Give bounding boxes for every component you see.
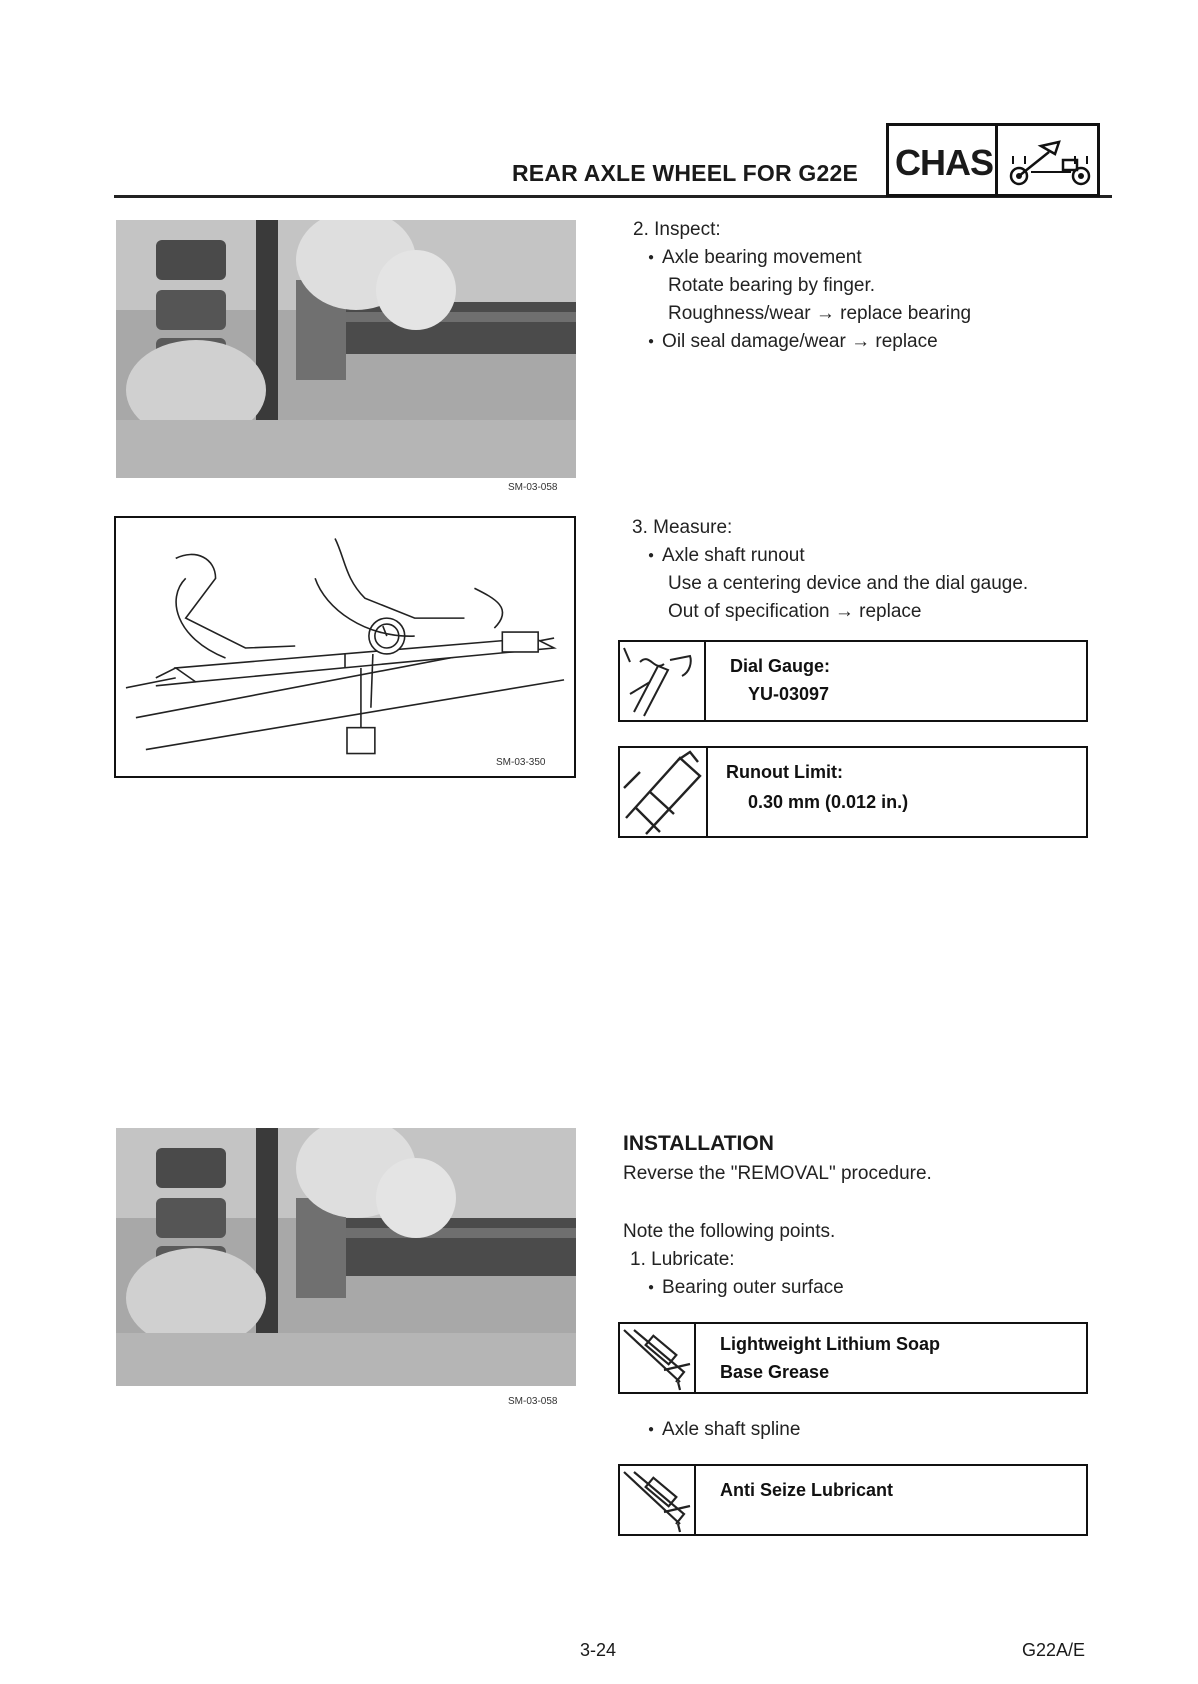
inspect-bullet: ● Oil seal damage/wear → replace [648,328,938,359]
lubricate-bullet: ● Axle shaft spline [648,1416,800,1447]
chassis-icon [1001,132,1095,192]
installation-note: Note the following points. [623,1221,836,1242]
measure-bullet: ● Axle shaft runout [648,542,805,573]
installation-text: Reverse the "REMOVAL" procedure. [623,1163,932,1184]
grease-line: Lightweight Lithium Soap [720,1334,940,1354]
dial-gauge-value: YU-03097 [748,684,830,704]
grease-gun-icon [620,1466,696,1534]
lubricant-label: Anti Seize Lubricant [720,1480,894,1500]
figure-caption: SM-03-058 [508,482,558,493]
installation-heading: INSTALLATION [623,1132,774,1155]
grease-line: Base Grease [720,1362,830,1382]
lubricate-heading: 1. Lubricate: [630,1249,735,1270]
page-number: 3-24 [580,1640,617,1660]
dial-gauge-box [618,640,1088,722]
inspect-bullet: ● Axle bearing movement [648,244,862,275]
lubricate-bullet: ● Bearing outer surface [648,1274,844,1305]
runout-diagram [114,516,576,778]
figure-caption: SM-03-350 [496,757,546,768]
lubricant-box [618,1464,1088,1536]
inspect-text: Roughness/wear → replace bearing [668,303,972,324]
dial-gauge-label: Dial Gauge: [730,656,831,676]
inspect-heading: 2. Inspect: [633,219,721,240]
page-title: REAR AXLE WHEEL FOR G22E [512,160,859,186]
caliper-icon [620,748,708,836]
measure-text: Use a centering device and the dial gauge. [668,573,1029,594]
model-code: G22A/E [1022,1640,1086,1660]
grease-gun-icon [620,1324,696,1392]
measure-heading: 3. Measure: [632,517,733,538]
dial-gauge-icon [620,642,706,720]
bearing-photo-2 [116,1128,576,1386]
figure-caption: SM-03-058 [508,1396,558,1407]
runout-limit-value: 0.30 mm (0.012 in.) [748,792,909,812]
runout-limit-label: Runout Limit: [726,762,843,782]
bearing-photo-1 [116,220,576,478]
badge-divider [995,126,998,194]
inspect-text: Rotate bearing by finger. [668,275,876,296]
runout-limit-box [618,746,1088,838]
grease-box [618,1322,1088,1394]
section-badge [886,123,1100,197]
section-badge-label: CHAS [895,142,994,183]
measure-text: Out of specification → replace [668,601,922,622]
